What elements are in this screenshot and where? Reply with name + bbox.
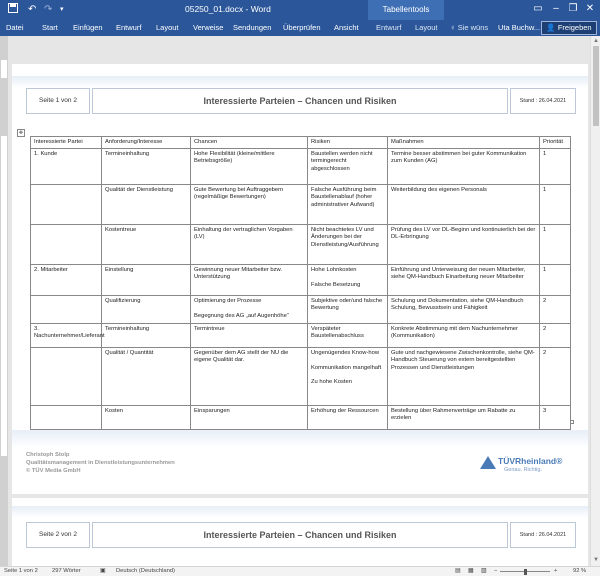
table-cell[interactable]: [31, 406, 102, 430]
scroll-up-icon[interactable]: ▲: [593, 38, 599, 44]
zoom-slider-thumb[interactable]: [524, 569, 527, 575]
table-cell[interactable]: 3: [540, 406, 571, 430]
vertical-ruler: [0, 36, 8, 566]
table-cell[interactable]: Falsche Ausführung beim Baustellenablauf (hoher administrativer Aufwand): [308, 185, 388, 225]
table-cell[interactable]: Optimierung der Prozesse Begegnung des AG „auf Augenhöhe“: [191, 296, 308, 324]
table-cell[interactable]: Subjektive oder/und falsche Bewertung: [308, 296, 388, 324]
table-cell[interactable]: [31, 225, 102, 265]
tuv-triangle-icon: [480, 456, 496, 469]
table-cell[interactable]: Gute und nachgewiesene Zwischenkontrolle, siehe QM-Handbuch Steuerung von extern bereitgestellten Prozessen und Dienstleistungen: [388, 348, 540, 406]
table-cell[interactable]: Prüfung des LV vor DL-Beginn und kontinuierlich bei der DL-Erbringung: [388, 225, 540, 265]
zoom-out-icon[interactable]: −: [494, 568, 498, 574]
table-resize-handle[interactable]: [570, 420, 574, 424]
table-cell[interactable]: Baustellen werden nicht termingerecht abgeschlossen: [308, 149, 388, 185]
user-account[interactable]: Uta Buchw...: [498, 23, 541, 32]
save-icon[interactable]: [8, 3, 18, 18]
tab-sendungen[interactable]: Sendungen: [233, 23, 272, 32]
tab-ueberpruefen[interactable]: Überprüfen: [283, 23, 321, 32]
table-cell[interactable]: Einstellung: [102, 265, 191, 296]
table-row: [31, 324, 571, 348]
table-cell[interactable]: Qualifizierung: [102, 296, 191, 324]
col-header[interactable]: Anforderung/Interesse: [102, 137, 191, 149]
tab-datei[interactable]: Datei: [6, 23, 24, 32]
vertical-scrollbar[interactable]: [590, 36, 600, 566]
tab-entwurf[interactable]: Entwurf: [116, 23, 142, 32]
close-button[interactable]: ✕: [585, 3, 595, 14]
header-page-number: Seite 2 von 2: [26, 522, 90, 548]
col-header[interactable]: Maßnahmen: [388, 137, 540, 149]
table-cell[interactable]: Kostentreue: [102, 225, 191, 265]
web-layout-icon[interactable]: ▧: [481, 568, 487, 574]
table-row: [31, 296, 571, 324]
table-move-handle[interactable]: ✥: [18, 130, 24, 136]
table-cell[interactable]: Einführung und Unterweisung der neuen Mitarbeiter, siehe QM-Handbuch Einarbeitung neuer Mitarbeiter: [388, 265, 540, 296]
scroll-thumb[interactable]: [593, 46, 599, 126]
page-2: [12, 498, 588, 576]
table-cell[interactable]: Ungenügendes Know-how Kommunikation mangelhaft Zu hohe Kosten: [308, 348, 388, 406]
tuv-tagline: Genau. Richtig.: [504, 467, 542, 473]
table-row: [31, 149, 571, 185]
document-title: 05250_01.docx - Word: [185, 4, 271, 14]
header-date: Stand : 26.04.2021: [510, 88, 576, 114]
table-cell[interactable]: [31, 348, 102, 406]
table-row: [31, 225, 571, 265]
zoom-level[interactable]: 92 %: [573, 568, 587, 574]
tab-verweise[interactable]: Verweise: [193, 23, 224, 32]
table-cell[interactable]: Einhaltung der vertraglichen Vorgaben (LV): [191, 225, 308, 265]
table-cell[interactable]: 1: [540, 185, 571, 225]
table-cell[interactable]: 1: [540, 225, 571, 265]
table-cell[interactable]: 2: [540, 296, 571, 324]
table-cell[interactable]: Verspäteter Baustellenabschluss: [308, 324, 388, 348]
table-cell[interactable]: Konkrete Abstimmung mit dem Nachunternehmer (Kommunikation): [388, 324, 540, 348]
table-cell[interactable]: Gute Bewertung bei Auftraggebern (regelmäßige Bewertungen): [191, 185, 308, 225]
col-header[interactable]: Risiken: [308, 137, 388, 149]
table-header-row: [31, 137, 571, 149]
restore-button[interactable]: ❐: [568, 3, 578, 14]
scroll-down-icon[interactable]: ▼: [593, 557, 599, 563]
table-cell[interactable]: 2: [540, 324, 571, 348]
table-cell[interactable]: 1. Kunde: [31, 149, 102, 185]
table-cell[interactable]: 3. Nachunternehmer/Lieferant: [31, 324, 102, 348]
header-page-number: Seite 1 von 2: [26, 88, 90, 114]
table-cell[interactable]: Bestellung über Rahmenverträge um Rabatte zu erzielen: [388, 406, 540, 430]
table-cell[interactable]: Einsparungen: [191, 406, 308, 430]
tab-ansicht[interactable]: Ansicht: [334, 23, 359, 32]
header-title: Interessierte Parteien – Chancen und Risiken: [92, 88, 508, 114]
table-cell[interactable]: Kosten: [102, 406, 191, 430]
tell-me-search[interactable]: ♀ Sie wüns: [450, 23, 489, 32]
table-cell[interactable]: Erhöhung der Ressourcen: [308, 406, 388, 430]
table-cell[interactable]: [31, 185, 102, 225]
print-layout-icon[interactable]: ▦: [468, 568, 474, 574]
table-row: [31, 185, 571, 225]
risk-table: [30, 136, 571, 430]
table-cell[interactable]: Hohe Lohnkosten Falsche Besetzung: [308, 265, 388, 296]
page-footer: [26, 451, 175, 475]
table-cell[interactable]: 2. Mitarbeiter: [31, 265, 102, 296]
tab-layout[interactable]: Layout: [156, 23, 179, 32]
header-band: [12, 76, 588, 88]
ribbon-tabs: [0, 20, 600, 36]
table-cell[interactable]: Weiterbildung des eigenen Personals: [388, 185, 540, 225]
table-tools-context-label: Tabellentools: [368, 0, 444, 20]
table-row: [31, 265, 571, 296]
table-cell[interactable]: Termintreue: [191, 324, 308, 348]
table-cell[interactable]: Termine besser abstimmen bei guter Kommunikation zum Kunden (AG): [388, 149, 540, 185]
footer-band: [12, 430, 588, 448]
status-page[interactable]: Seite 1 von 2: [4, 568, 38, 574]
table-cell[interactable]: Nicht beachtetes LV und Änderungen bei der Dienstleistung/Ausführung: [308, 225, 388, 265]
title-bar: [0, 0, 600, 20]
read-mode-icon[interactable]: ▤: [455, 568, 461, 574]
col-header[interactable]: Priorität: [540, 137, 571, 149]
tab-table-layout[interactable]: Layout: [415, 23, 438, 32]
table-cell[interactable]: Schulung und Dokumentation, siehe QM-Handbuch Schulung, Bewusstsein und Fähigkeit: [388, 296, 540, 324]
lightbulb-icon: ♀: [450, 23, 456, 32]
tab-table-entwurf[interactable]: Entwurf: [376, 23, 402, 32]
zoom-in-icon[interactable]: +: [554, 568, 558, 574]
header-band: [12, 506, 588, 518]
tab-einfuegen[interactable]: Einfügen: [73, 23, 103, 32]
table-cell[interactable]: 2: [540, 348, 571, 406]
customize-qat-icon[interactable]: ▾: [60, 6, 64, 13]
table-cell[interactable]: Qualität der Dienstleistung: [102, 185, 191, 225]
table-row: [31, 348, 571, 406]
table-cell[interactable]: Gegenüber dem AG stellt der NU die eigene Qualität dar.: [191, 348, 308, 406]
table-cell[interactable]: 1: [540, 265, 571, 296]
page-header: [26, 88, 576, 114]
table-cell[interactable]: [31, 296, 102, 324]
table-row: [31, 406, 571, 430]
col-header[interactable]: Interessierte Partei: [31, 137, 102, 149]
person-icon: 👤: [546, 23, 556, 32]
footer-author: Christoph Stolp: [26, 452, 70, 458]
table-cell[interactable]: Termineinhaltung: [102, 149, 191, 185]
col-header[interactable]: Chancen: [191, 137, 308, 149]
undo-icon[interactable]: ↶: [28, 4, 37, 15]
tab-start[interactable]: Start: [42, 23, 58, 32]
tuv-rheinland-logo: [480, 456, 575, 478]
table-cell[interactable]: Hohe Flexibilität (kleine/mittlere Betriebsgröße): [191, 149, 308, 185]
footer-copyright: © TÜV Media GmbH: [26, 468, 81, 474]
table-cell[interactable]: Qualität / Quantität: [102, 348, 191, 406]
tuv-brand: TÜVRheinland®: [498, 456, 563, 466]
share-button[interactable]: 👤 Freigeben: [541, 21, 597, 35]
header-date: Stand : 26.04.2021: [510, 522, 576, 548]
status-bar: [0, 566, 600, 576]
minimize-button[interactable]: –: [553, 3, 559, 14]
status-language[interactable]: Deutsch (Deutschland): [116, 568, 175, 574]
ribbon-display-options-icon[interactable]: ▭: [533, 3, 543, 14]
table-cell[interactable]: Gewinnung neuer Mitarbeiter bzw. Unterstützung: [191, 265, 308, 296]
table-cell[interactable]: 1: [540, 149, 571, 185]
proofing-icon[interactable]: ▣: [100, 568, 106, 574]
table-cell[interactable]: Termineinhaltung: [102, 324, 191, 348]
footer-book-title: Qualitätsmanagement in Dienstleistungsunternehmen: [26, 460, 175, 466]
status-words[interactable]: 297 Wörter: [52, 568, 81, 574]
redo-icon[interactable]: ↷: [44, 4, 53, 15]
page-header: [26, 522, 576, 548]
header-title: Interessierte Parteien – Chancen und Risiken: [92, 522, 508, 548]
